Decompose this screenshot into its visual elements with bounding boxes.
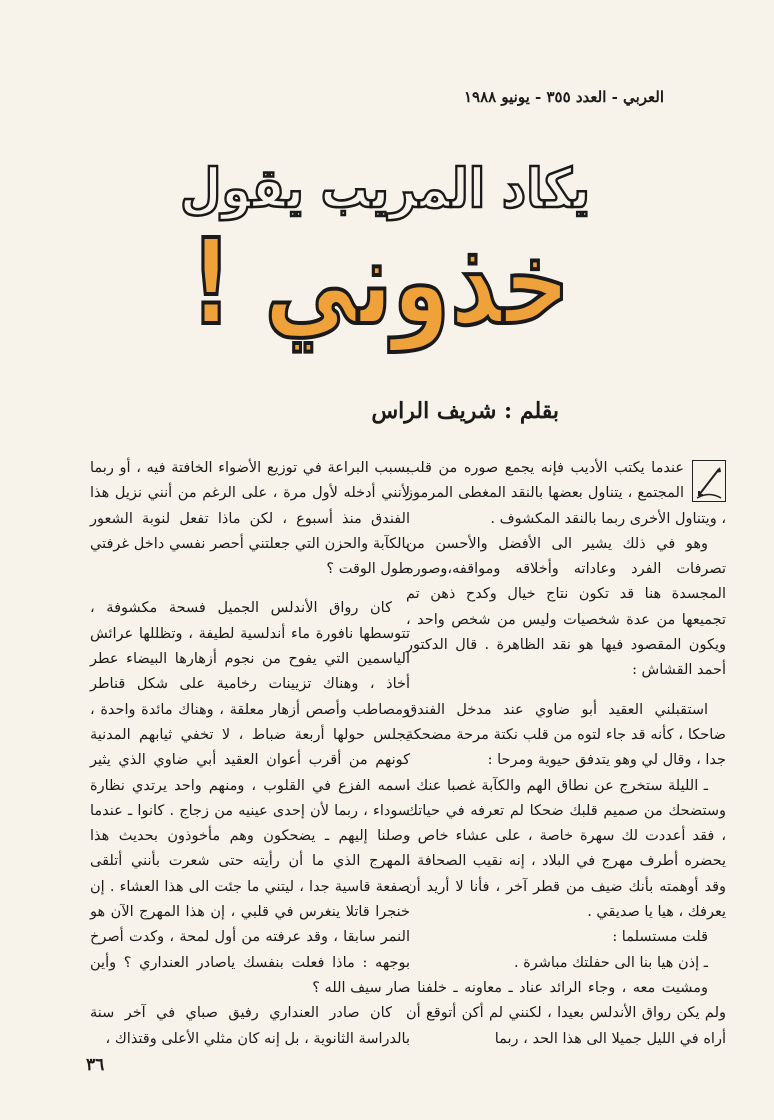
paragraph: بسبب البراعة في توزيع الأضواء الخافتة فيه ، أو ربما لأنني أدخله لأول مرة ، على الرغم من أنني نزيل هذا الفندق منذ أسبوع ، لكن ماذا تفعل لنوبة الشعور بالكآبة والحزن التي جعلتني أحصر نفسي داخل غرفتي طول الوقت ؟ [90, 460, 410, 578]
page-number: ٣٦ [86, 1055, 105, 1075]
paragraph: قلت مستسلما : [612, 929, 708, 946]
paragraph: ـ إذن هيا بنا الى حفلتك مباشرة . [513, 954, 708, 971]
paragraph: عندما يكتب الأديب فإنه يجمع صوره من قلب المجتمع ، يتناول بعضها بالنقد المغطى المرموز ، ويتناول الأخرى ربما بالنقد المكشوف . [406, 460, 726, 527]
page-header: العربي - العدد ٣٥٥ - يونيو ١٩٨٨ [463, 88, 664, 106]
paragraph: استقبلني العقيد أبو ضاوي عند مدخل الفندق ضاحكا ، كأنه قد جاء لتوه من قلب نكتة مرحة مضحكة جدا ، وقال لي وهو يتدفق حيوية ومرحا : [406, 701, 726, 769]
article-title [170, 145, 676, 351]
pen-ornament-icon [692, 460, 726, 502]
paragraph: ـ الليلة ستخرج عن نطاق الهم والكآبة غصبا عنك ، وستضحك من صميم قلبك ضحكا لم تعرفه في حياتك ، فقد أعددت لك سهرة خاصة ، على عشاء خاص ، يحضره أطرف مهرج في البلاد ، إنه نقيب الصحافة ، وقد أوهمته بأنك ضيف من قطر آخر ، فأنا لا أريد أن يعرفك ، هيا يا صديقي . [406, 777, 726, 921]
paragraph: وهو في ذلك يشير الى الأفضل والأحسن من تصرفات الفرد وعاداته وأخلاقه ومواقفه،وصوره المجسدة هنا قد تكون نتاج خيال وكدح ذهن تم تجميعها من عدة شخصيات وليس من شخص واحد ، ويكون المقصود فيها هو نقد الظاهرة . قال الدكتور أحمد القشاش : [406, 535, 726, 679]
title-line-1: يكاد المريب يقول [180, 157, 590, 220]
text-column-left [90, 456, 410, 1052]
title-line-2: خذوني ! [190, 213, 676, 351]
title-artwork [170, 145, 676, 351]
byline: بقلم : شريف الراس [371, 398, 559, 424]
text-column-right [406, 456, 726, 1052]
paragraph: كان صادر العنداري رفيق صباي في آخر سنة بالدراسة الثانوية ، بل إنه كان مثلي الأعلى وقتذاك ، [90, 1005, 410, 1047]
paragraph: كان رواق الأندلس الجميل فسحة مكشوفة ، تتوسطها نافورة ماء أندلسية لطيفة ، وتظللها عرائش الياسمين التي يفوح من نجوم أزهارها البيضاء عطر أخاذ ، وهناك تزيينات رخامية على شكل قناطر ومصاطب وأصص أزهار معلقة ، وهناك مائدة واحدة ، يجلس حولها أربعة ضباط ، لا تخفي ثيابهم المدنية كونهم من أقرب أعوان العقيد أبي ضاوي الذي يثير اسمه الفزع في القلوب ، ومنهم واحد يرتدي نظارة سوداء ، ربما لأن إحدى عينيه من زجاج . كانوا ـ عندما وصلنا إليهم ـ يضحكون وهم مأخوذون بحديث هذا المهرج الذي ما أن رأيته حتى شعرت بأنني أتلقى صفعة قاسية جدا ، ليتني ما جئت الى هذا العشاء . إن خنجرا قاتلا ينغرس في قلبي ، إن هذا المهرج الآن هو النمر سابقا ، وقد عرفته من أول لمحة ، وكدت أصرخ بوجهه : ماذا فعلت بنفسك ياصادر العنداري ؟ وأين صار سيف الله ؟ [90, 600, 410, 996]
paragraph: ومشيت معه ، وجاء الرائد عناد ـ معاونه ـ خلفنا ، ولم يكن رواق الأندلس بعيدا ، لكنني لم أكن أتوقع أن أراه في الليل جميلا الى هذا الحد ، ربما [406, 979, 726, 1047]
